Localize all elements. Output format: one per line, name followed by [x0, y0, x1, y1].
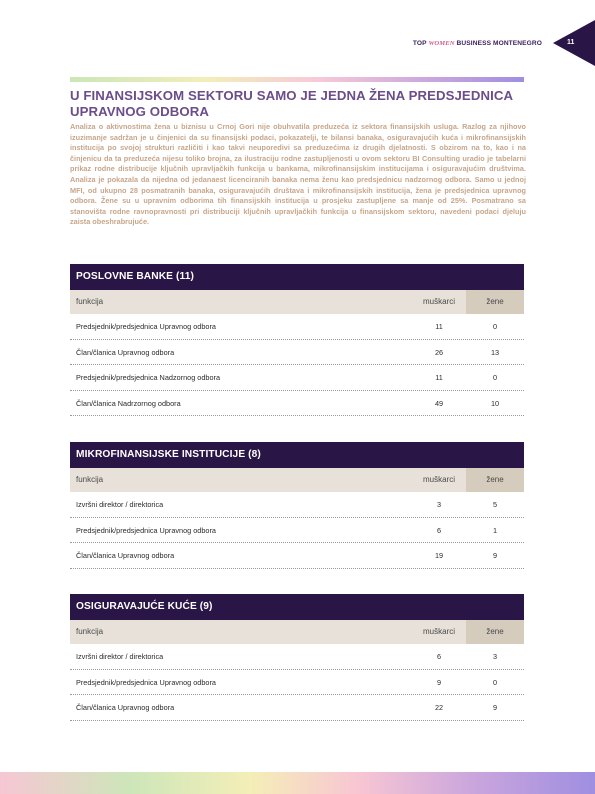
row-func: Predsjednik/predsjednica Upravnog odbora [76, 677, 216, 687]
row-women: 0 [492, 322, 498, 331]
col-women-header: žene [466, 468, 524, 492]
row-men: 11 [435, 322, 443, 331]
table-header [70, 620, 524, 644]
row-func: Član/članica Upravnog odbora [76, 347, 175, 357]
col-women-header: žene [466, 290, 524, 314]
row-women: 9 [492, 551, 498, 560]
table-row [70, 518, 524, 544]
table-row [70, 492, 524, 518]
section-title: POSLOVNE BANKE (11) [70, 264, 524, 290]
row-men: 26 [434, 347, 444, 357]
row-women: 3 [492, 652, 498, 661]
col-men-header: muškarci [422, 297, 455, 306]
brand-women: WOMEN [428, 40, 455, 47]
brand-rest: BUSINESS MONTENEGRO [454, 40, 542, 47]
table-poslovne-banke [70, 264, 524, 416]
table-row [70, 314, 524, 340]
col-women-header: žene [466, 620, 524, 644]
row-func: Član/članica Upravnog odbora [76, 703, 175, 712]
gradient-divider [70, 77, 524, 82]
table-row [70, 365, 524, 391]
row-func: Predsjednik/predsjednica Nadzornog odbora [76, 373, 221, 382]
headline: U FINANSIJSKOM SEKTORU SAMO JE JEDNA ŽENA PREDSJEDNICA UPRAVNOG ODBORA [70, 88, 513, 119]
table-osiguravajuce-kuce [70, 594, 524, 721]
row-women: 9 [492, 703, 498, 712]
col-func-header: funkcija [76, 297, 104, 306]
row-women: 0 [492, 677, 498, 687]
table-row [70, 644, 524, 670]
section-title: OSIGURAVAJUĆE KUĆE (9) [70, 594, 524, 620]
col-func-header: funkcija [76, 627, 104, 636]
table-mikrofinansijske-institucije [70, 442, 524, 569]
bottom-gradient-bar [0, 772, 595, 794]
row-men: 22 [434, 703, 444, 712]
table-row [70, 670, 524, 696]
table-header [70, 290, 524, 314]
table-row [70, 543, 524, 569]
row-men: 3 [436, 500, 442, 509]
row-func: Izvršni direktor / direktorica [76, 500, 164, 509]
row-men: 11 [435, 373, 443, 382]
row-men: 6 [436, 652, 442, 661]
col-func-header: funkcija [76, 475, 104, 484]
table-row [70, 695, 524, 721]
row-func: Predsjednik/predsjednica Upravnog odbora [76, 322, 216, 331]
page-number: 11 [567, 39, 575, 46]
row-women: 1 [492, 525, 498, 535]
row-func: Izvršni direktor / direktorica [76, 652, 164, 661]
row-men: 19 [434, 551, 444, 560]
col-men-header: muškarci [422, 627, 455, 636]
table-row [70, 391, 524, 417]
row-women: 10 [490, 398, 500, 408]
intro-paragraph: Analiza o aktivnostima žena u biznisu u Crnoj Gori nije obuhvatila preduzeća iz sektora finansijskih usluga. Razlog za njihovo izuzimanje sadržan je u činjenici da su finansijski podaci, pokazatelji, te bilansi banaka, osiguravajućih kuća i mikrofinansijskih institucija po svojoj strukturi različiti i kao takvi neuporedivi sa preduzećima iz drugih djelatnosti. S obzirom na to, kao i na činjenicu da ta preduzeća nijesu toliko brojna, za ilustraciju rodne zastupljenosti u ovom sektoru BI Consulting uradio je tabelarni prikaz rodne distribucije ključnih upravljačkih funkcija u bankama, mikrofinansijskim institucijama i osiguravajućim društvima. Analiza je pokazala da nijedna od jedanaest licenciranih banaka nema ženu kao predsjednicu nadzornog odbora. Samo u jednoj MFI, od ukupno 28 posmatranih banaka, osiguravajućih društava i mikrofinansijskih institucija, žena je predsjednica upravnog odbora. Žene su u upravnim odborima tih finansijskih institucija u prosjeku zastupljene sa manje od 25%. Posmatrano sa stanovišta rodne ravnopravnosti pri distribuciji ključnih upravljačkih funkcija u finansijskom sektoru, navedeni podaci djeluju zaista obeshrabrujuće. [70, 122, 526, 227]
brand-top: TOP [412, 40, 429, 47]
row-func: Predsjednik/predsjednica Upravnog odbora [76, 525, 216, 535]
row-men: 49 [434, 398, 444, 408]
row-men: 9 [436, 677, 442, 687]
row-women: 13 [490, 347, 500, 357]
row-func: Član/članica Upravnog odbora [76, 551, 175, 560]
row-women: 5 [492, 500, 498, 509]
publication-header [382, 40, 542, 47]
row-women: 0 [492, 373, 498, 382]
col-men-header: muškarci [422, 475, 455, 484]
section-title: MIKROFINANSIJSKE INSTITUCIJE (8) [70, 442, 524, 468]
row-func: Član/članica Nadrzornog odbora [76, 398, 181, 408]
row-men: 6 [436, 525, 442, 535]
table-row [70, 340, 524, 366]
table-header [70, 468, 524, 492]
